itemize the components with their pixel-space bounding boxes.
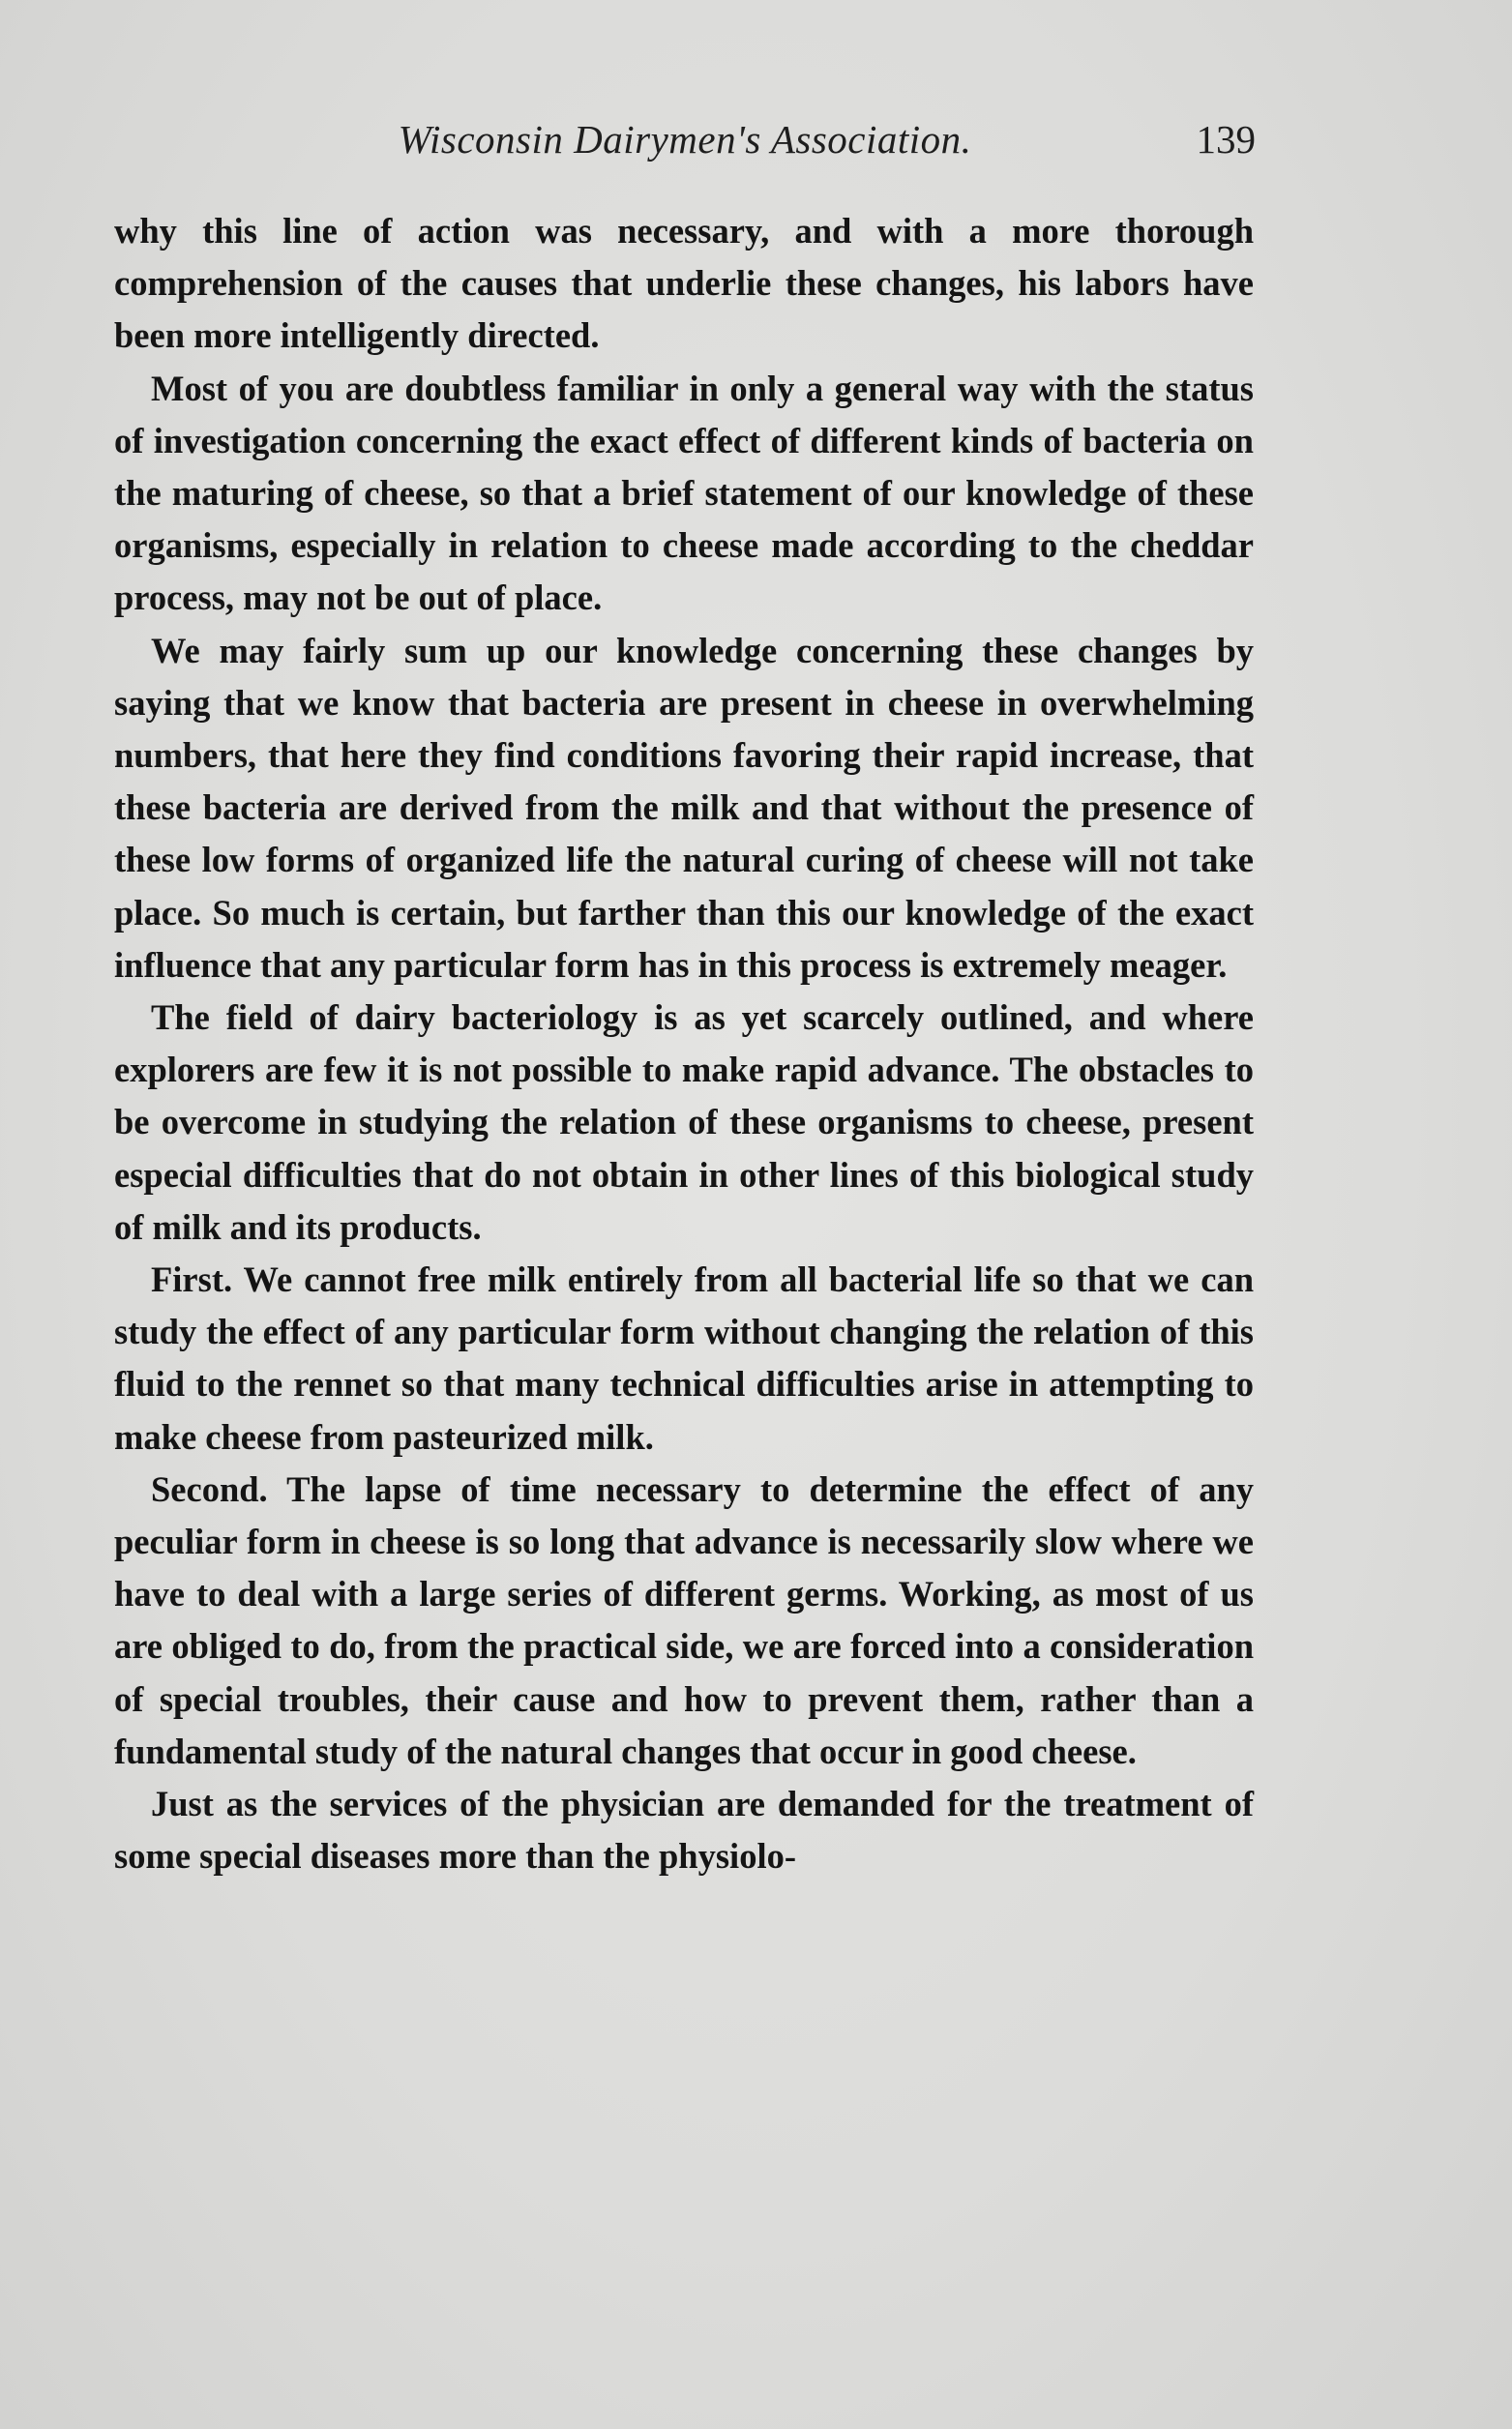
page-header <box>114 108 1256 166</box>
paragraph-4: The field of dairy bacteriology is as yet scarcely outlined, and where explorers are few it is not possible to make rapid advance. The obstacles to be overcome in studying the relation of these organisms to cheese, present especial difficulties that do not obtain in other lines of this biological study of milk and its products. <box>114 997 1254 1247</box>
body-text <box>114 205 1254 1883</box>
paragraph-7: Just as the services of the physician are demanded for the treatment of some special diseases more than the physiolo- <box>114 1784 1254 1877</box>
running-head: Wisconsin Dairymen's Association. <box>398 117 972 162</box>
paragraph-1: why this line of action was necessary, and with a more thorough comprehension of the causes that underlie these changes, his labors have been more intelligently directed. <box>114 211 1254 356</box>
paragraph-6: Second. The lapse of time necessary to determine the effect of any peculiar form in cheese is so long that advance is necessarily slow where we have to deal with a large series of different germs. Working, as most of us are obliged to do, from the practical side, we are forced into a consideration of special troubles, their cause and how to prevent them, rather than a fundamental study of the natural changes that occur in good cheese. <box>114 1468 1254 1771</box>
paragraph-5: First. We cannot free milk entirely from all bacterial life so that we can study the effect of any particular form without changing the relation of this fluid to the rennet so that many technical difficulties arise in attempting to make cheese from pasteurized milk. <box>114 1259 1254 1457</box>
paragraph-3: We may fairly sum up our knowledge concerning these changes by saying that we know that bacteria are present in cheese in overwhelming numbers, that here they find conditions favoring their rapid increase, that these bacteria are derived from the milk and that without the presence of these low forms of organized life the natural curing of cheese will not take place. So much is certain, but farther than this our knowledge of the exact influence that any particular form has in this process is extremely meager. <box>114 630 1254 985</box>
paragraph-2: Most of you are doubtless familiar in only a general way with the status of investigation concerning the exact effect of different kinds of bacteria on the maturing of cheese, so that a brief statement of our knowledge of these organisms, especially in relation to cheese made according to the cheddar process, may not be out of place. <box>114 368 1254 618</box>
page-number: 139 <box>1196 117 1256 162</box>
